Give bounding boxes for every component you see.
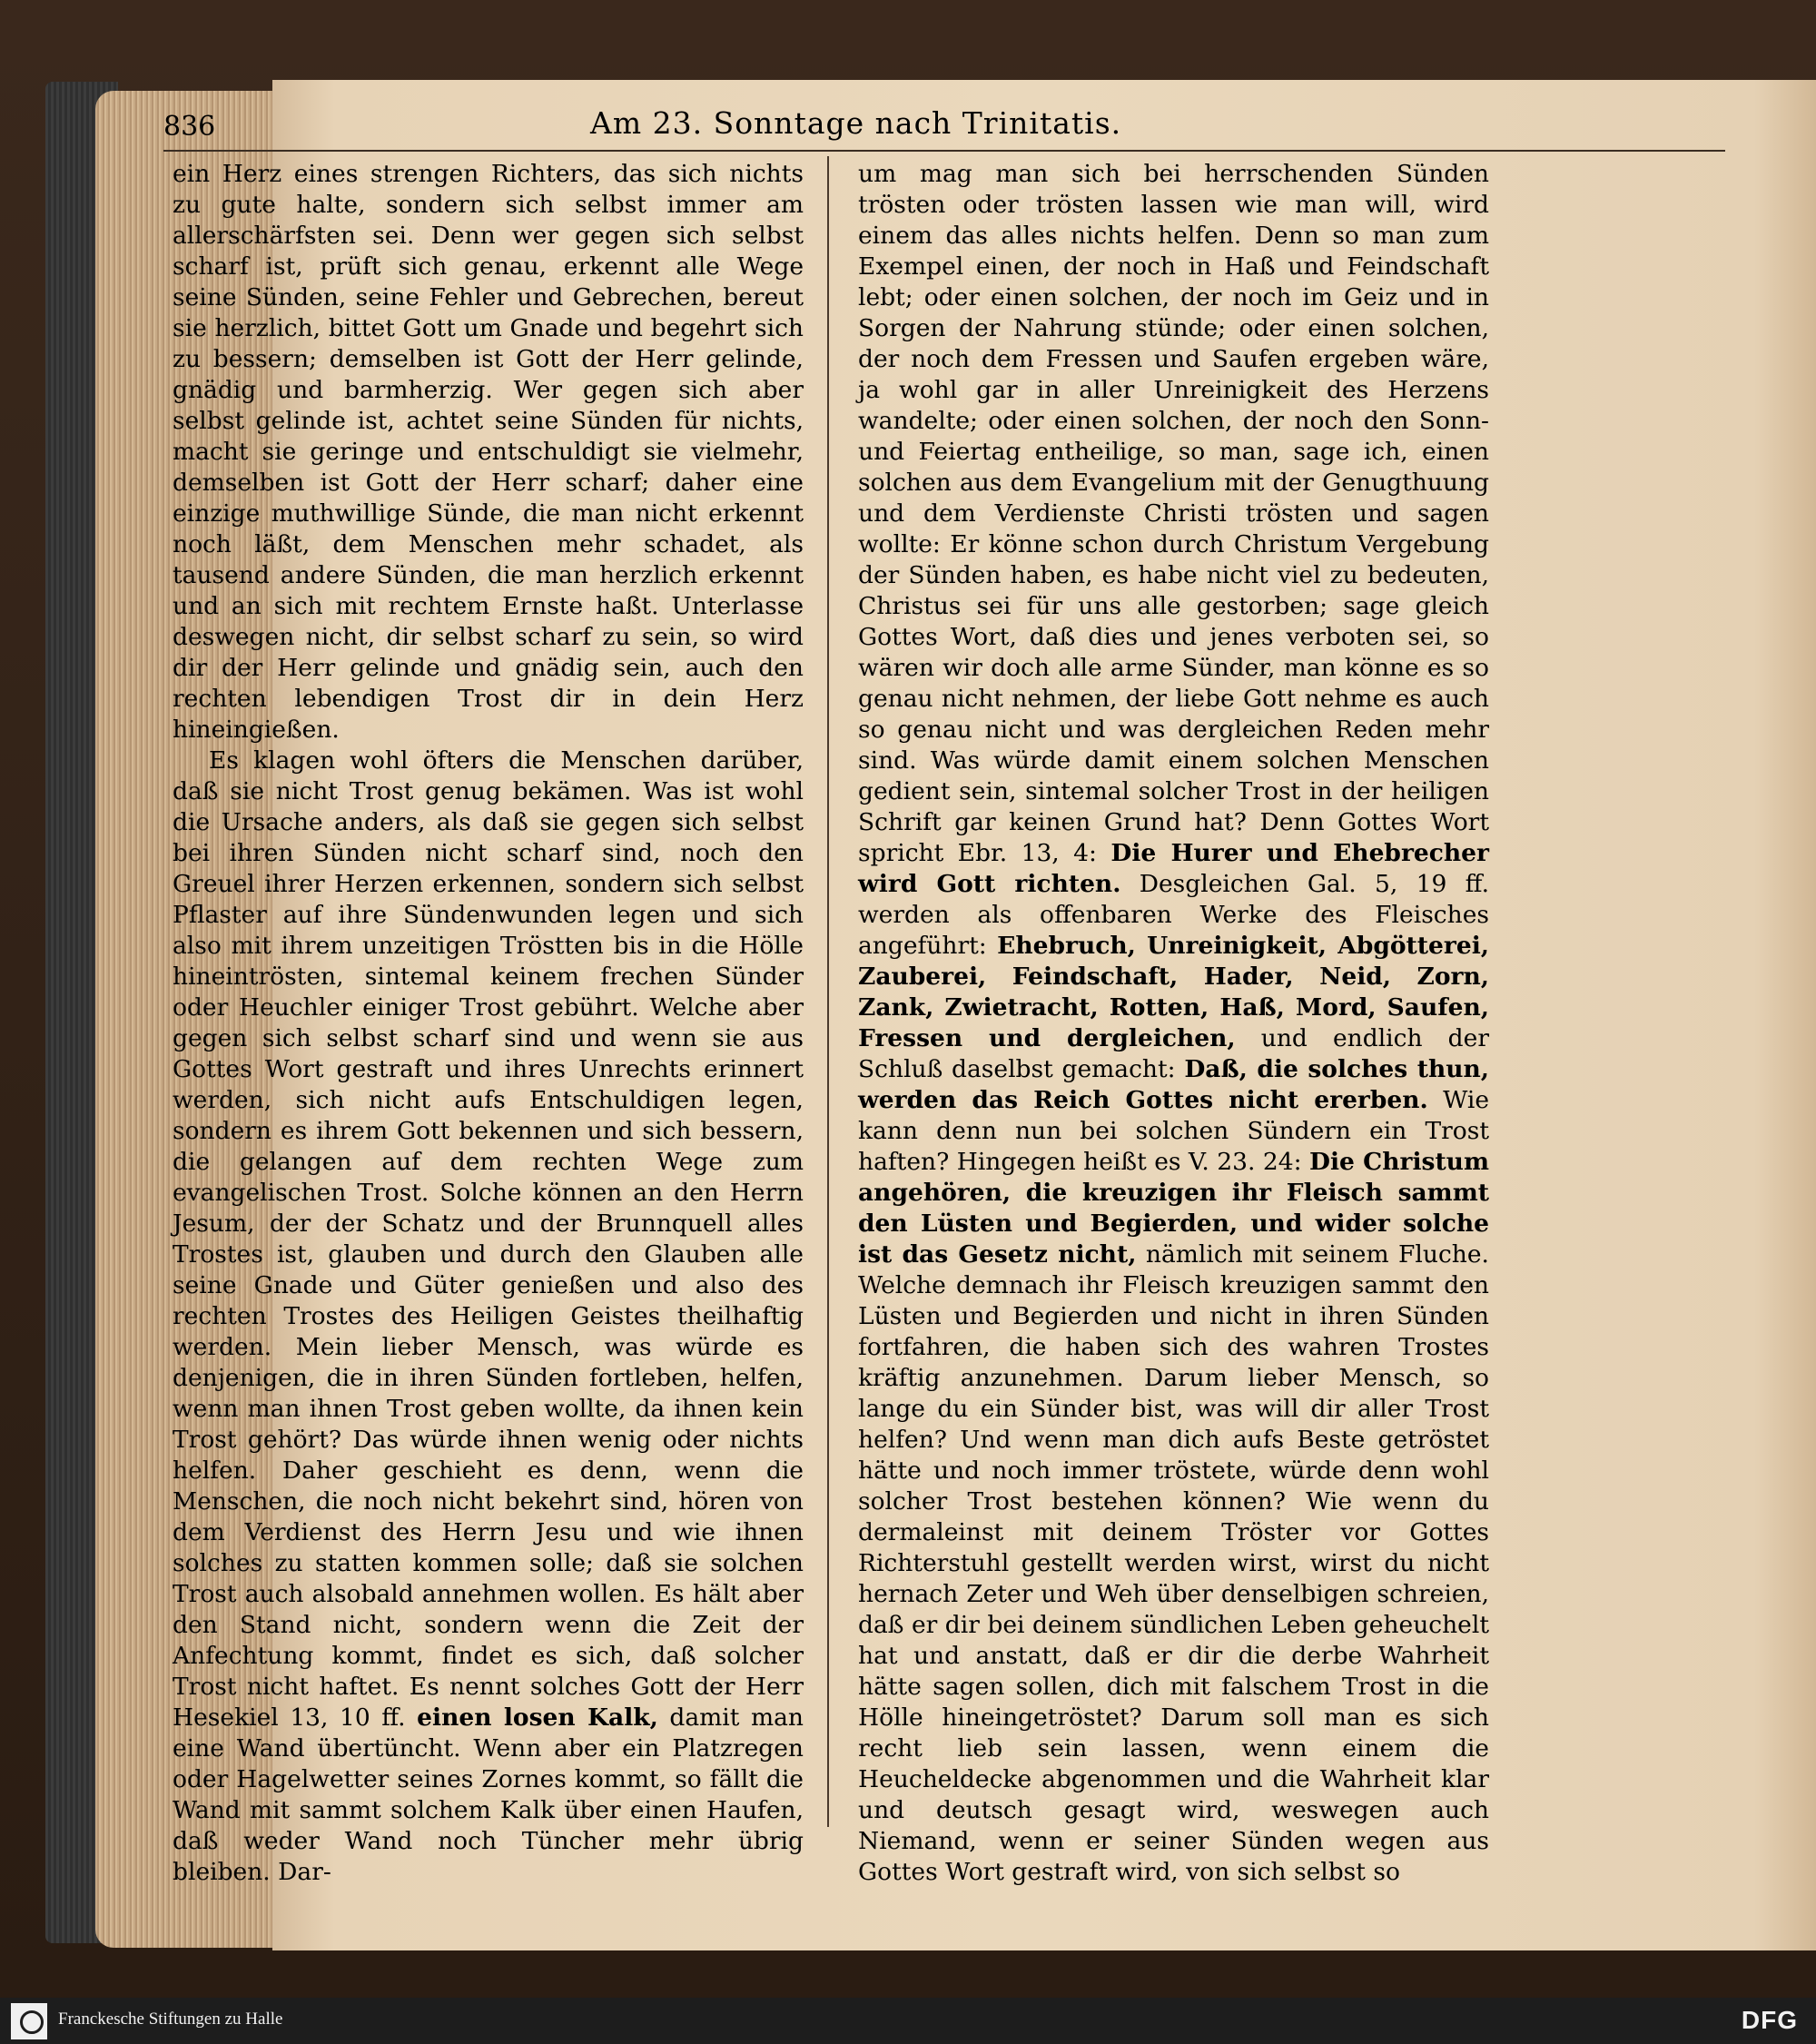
bold-quotation: Die Hurer und Ehebrecher wird Gott richten.	[858, 839, 1489, 898]
text-segment: Es klagen wohl öfters die Menschen darüber, daß sie nicht Trost genug bekämen. Was ist wohl die Ursache anders, als daß sie gegen sich selbst bei ihren Sünden nicht scharf sind, noch den Greuel ihrer Herzen erkennen, sondern sich selbst Pflaster auf ihre Sündenwunden legen und sich also mit ihrem unzeitigen Tröstten bis in die Hölle hineintrösten, sintemal keinem frechen Sünder oder Heuchler einiger Trost gebührt. Welche aber gegen sich selbst scharf sind und wenn sie aus Gottes Wort gestraft und ihres Unrechts erinnert werden, sich nicht aufs Entschuldigen legen, sondern es ihrem Gott bekennen und sich bessern, die gelangen auf dem rechten Wege zum evangelischen Trost. Solche können an den Herrn Jesum, der der Schatz und der Brunnquell alles Trostes ist, glauben und durch den Glauben alle seine Gnade und Güter genießen und also des rechten Trostes des Heiligen Geistes theilhaftig werden. Mein lieber Mensch, was würde es denjenigen, die in ihren Sünden fortleben, helfen, wenn man ihnen Trost geben wollte, da ihnen kein Trost gehört? Das würde ihnen wenig oder nichts helfen. Daher geschieht es denn, wenn die Menschen, die noch nicht bekehrt sind, hören von dem Verdienst des Herrn Jesu und wie ihnen solches zu statten kommen solle; daß sie solchen Trost auch alsobald annehmen wollen. Es hält aber den Stand nicht, sondern wenn die Zeit der Anfechtung kommt, findet es sich, daß solcher Trost nicht haftet. Es nennt solches Gott der Herr Hesekiel 13, 10 ff.	[173, 746, 804, 1732]
left-text-column	[173, 159, 804, 1888]
franckesche-stiftungen-logo-icon	[11, 2003, 47, 2039]
bold-quotation: Daß, die solches thun, werden das Reich Gottes nicht ererben.	[858, 1055, 1489, 1114]
text-segment: ein Herz eines strengen Richters, das sich nichts zu gute halte, sondern sich selbst immer am allerschärfsten sei. Denn wer gegen sich selbst scharf ist, prüft sich genau, erkennt alle Wege seine Sünden, seine Fehler und Gebrechen, bereut sie herzlich, bittet Gott um Gnade und begehrt sich zu bessern; demselben ist Gott der Herr gelinde, gnädig und barmherzig. Wer gegen sich aber selbst gelinde ist, achtet seine Sünden für nichts, macht sie geringe und entschuldigt sie vielmehr, demselben ist Gott der Herr scharf; daher eine einzige muthwillige Sünde, die man nicht erkennt noch läßt, dem Menschen mehr schadet, als tausend andere Sünden, die man herzlich erkennt und an sich mit rechtem Ernste haßt. Unterlasse deswegen nicht, dir selbst scharf zu sein, so wird dir der Herr gelinde und gnädig sein, auch den rechten lebendigen Trost dir in dein Herz hineingießen.	[173, 160, 804, 744]
bold-quotation: Ehebruch, Unreinigkeit, Abgötterei, Zauberei, Feindschaft, Hader, Neid, Zorn, Zank, Zwietracht, Rotten, Haß, Mord, Saufen, Fressen und dergleichen,	[858, 932, 1490, 1052]
text-segment: Desgleichen Gal. 5, 19 ff. werden als offenbaren Werke des Fleisches angeführt:	[858, 870, 1489, 960]
column-divider	[827, 156, 829, 1827]
text-segment: damit man eine Wand übertüncht. Wenn aber ein Platzregen oder Hagelwetter seines Zornes kommt, so fällt die Wand mit sammt solchem Kalk über einen Haufen, daß weder Wand noch Tüncher mehr übrig bleiben. Dar-	[173, 1703, 804, 1886]
bold-quotation: einen losen Kalk,	[417, 1703, 658, 1732]
paragraph	[173, 746, 804, 1888]
text-segment: nämlich mit seinem Fluche. Welche demnach ihr Fleisch kreuzigen sammt den Lüsten und Begierden und nicht in ihren Sünden fortfahren, die haben sich des wahren Trostes kräftig anzunehmen. Darum lieber Mensch, so lange du ein Sünder bist, was will dir aller Trost helfen? Und wenn man dich aufs Beste getröstet hätte und noch immer tröstete, würde denn wohl solcher Trost bestehen können? Wie wenn du dermaleinst mit deinem Tröster vor Gottes Richterstuhl gestellt werden wirst, wirst du nicht hernach Zeter und Weh über denselbigen schreien, daß er dir bei deinem sündlichen Leben geheuchelt hat und anstatt, daß er dir die derbe Wahrheit hätte sagen sollen, dich mit falschem Trost in die Hölle hineingetröstet? Darum soll man es sich recht lieb sein lassen, wenn einem die Heucheldecke abgenommen und die Wahrheit klar und deutsch gesagt wird, weswegen auch Niemand, wenn er seiner Sünden wegen aus Gottes Wort gestraft wird, von sich selbst so	[858, 1240, 1489, 1886]
footer-bar	[0, 1998, 1816, 2044]
running-title: Am 23. Sonntage nach Trinitatis.	[590, 105, 1122, 141]
paragraph	[858, 159, 1489, 1888]
text-segment: und endlich der Schluß daselbst gemacht:	[858, 1024, 1489, 1083]
text-segment: um mag man sich bei herrschenden Sünden trösten oder trösten lassen wie man will, wird einem das alles nichts helfen. Denn so man zum Exempel einen, der noch in Haß und Feindschaft lebt; oder einen solchen, der noch im Geiz und in Sorgen der Nahrung stünde; oder einen solchen, der noch dem Fressen und Saufen ergeben wäre, ja wohl gar in aller Unreinigkeit des Herzens wandelte; oder einen solchen, der noch den Sonn- und Feiertag entheilige, so man, sage ich, einen solchen aus dem Evangelium mit der Genugthuung und dem Verdienste Christi trösten und sagen wollte: Er könne schon durch Christum Vergebung der Sünden haben, es habe nicht viel zu bedeuten, Christus sei für uns alle gestorben; sage gleich Gottes Wort, daß dies und jenes verboten sei, so wären wir doch alle arme Sünder, man könne es so genau nicht nehmen, der liebe Gott nehme es auch so genau nicht und was dergleichen Reden mehr sind. Was würde damit einem solchen Menschen gedient sein, sintemal solcher Trost in der heiligen Schrift gar keinen Grund hat? Denn Gottes Wort spricht Ebr. 13, 4:	[858, 160, 1489, 867]
paragraph	[173, 159, 804, 746]
page-number: 836	[163, 111, 216, 143]
right-text-column	[858, 159, 1489, 1888]
header-rule	[163, 150, 1725, 152]
bold-quotation: Die Christum angehören, die kreuzigen ihr Fleisch sammt den Lüsten und Begierden, und wider solche ist das Gesetz nicht,	[858, 1148, 1489, 1269]
dfg-logo: DFG	[1741, 2006, 1798, 2034]
text-segment: Wie kann denn nun bei solchen Sündern ein Trost haften? Hingegen heißt es V. 23. 24:	[858, 1086, 1489, 1176]
page-header	[163, 100, 1725, 154]
footer-institution: Franckesche Stiftungen zu Halle	[58, 2009, 283, 2029]
